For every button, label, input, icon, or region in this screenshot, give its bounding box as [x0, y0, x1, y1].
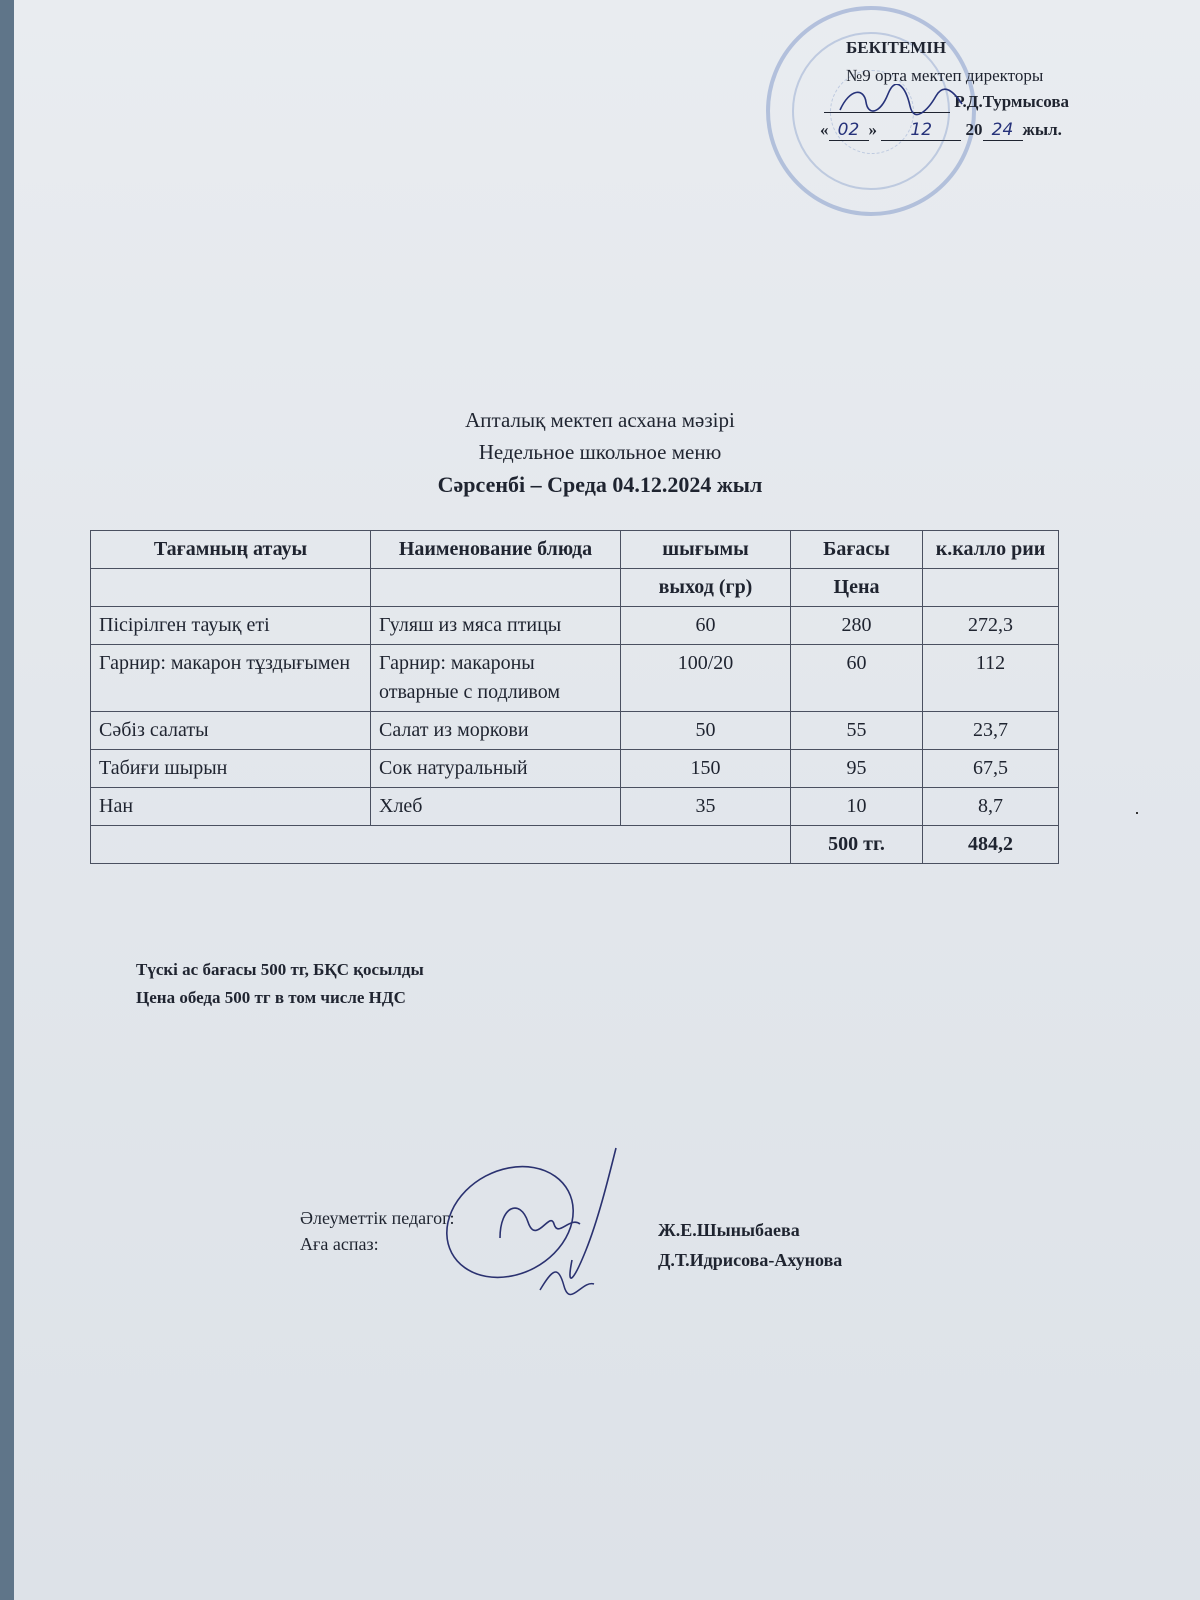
- dish-yield: 60: [621, 607, 791, 645]
- menu-title-ru: Недельное школьное меню: [478, 440, 722, 464]
- approver-name: Р.Д.Турмысова: [954, 92, 1070, 111]
- dish-name-kz: Сәбіз салаты: [91, 712, 371, 750]
- header-yield: шығымы: [621, 531, 791, 569]
- dish-price: 280: [791, 607, 923, 645]
- dish-name-ru: Салат из моркови: [371, 712, 621, 750]
- dish-yield: 150: [621, 750, 791, 788]
- dish-kcal: 112: [923, 645, 1059, 712]
- header-price: Бағасы: [791, 531, 923, 569]
- date-word: жыл.: [1022, 120, 1062, 139]
- header-kcal: к.калло рии: [923, 531, 1059, 569]
- dish-name-kz: Табиғи шырын: [91, 750, 371, 788]
- director-signature: [836, 84, 966, 118]
- dish-name-ru: Гуляш из мяса птицы: [371, 607, 621, 645]
- date-month: 12: [881, 120, 961, 141]
- dish-price: 10: [791, 788, 923, 826]
- table-row: [91, 750, 1059, 788]
- table-header-row: [91, 531, 1059, 569]
- dish-name-kz: Нан: [91, 788, 371, 826]
- table-subheader-row: [91, 569, 1059, 607]
- total-spacer: [91, 826, 791, 864]
- dish-price: 60: [791, 645, 923, 712]
- dish-name-ru: Гарнир: макароны отварные с подливом: [371, 645, 621, 712]
- header-name-kz: Тағамның атауы: [91, 531, 371, 569]
- subheader-price: Цена: [791, 569, 923, 607]
- subheader-cell: [923, 569, 1059, 607]
- approval-date-line: « 02 » 12 20 24 жыл.: [820, 120, 1062, 140]
- menu-day: Сәрсенбі – Среда 04.12.2024 жыл: [437, 472, 763, 497]
- role-social-pedagogue: Әлеуметтік педагог:: [300, 1208, 455, 1228]
- table-row: [91, 645, 1059, 712]
- table-total-row: [91, 826, 1059, 864]
- dish-kcal: 23,7: [923, 712, 1059, 750]
- total-price: 500 тг.: [791, 826, 923, 864]
- dish-price: 55: [791, 712, 923, 750]
- paper-speck: [1136, 812, 1138, 814]
- date-year-suffix: 24: [983, 120, 1023, 141]
- table-row: [91, 607, 1059, 645]
- approval-title: БЕКІТЕМІН: [846, 38, 947, 57]
- dish-name-ru: Сок натуральный: [371, 750, 621, 788]
- dish-yield: 35: [621, 788, 791, 826]
- subheader-cell: [91, 569, 371, 607]
- dish-kcal: 272,3: [923, 607, 1059, 645]
- total-kcal: 484,2: [923, 826, 1059, 864]
- header-name-ru: Наименование блюда: [371, 531, 621, 569]
- subheader-yield: выход (гр): [621, 569, 791, 607]
- menu-title-kz: Апталық мектеп асхана мәзірі: [465, 408, 735, 432]
- dish-name-kz: Пісірілген тауық еті: [91, 607, 371, 645]
- price-note-kz: Түскі ас бағасы 500 тг, БҚС қосылды: [136, 960, 424, 979]
- menu-table: [90, 530, 1059, 864]
- dish-name-kz: Гарнир: макарон тұздығымен: [91, 645, 371, 712]
- subheader-cell: [371, 569, 621, 607]
- dish-kcal: 8,7: [923, 788, 1059, 826]
- role-head-cook: Аға аспаз:: [300, 1234, 379, 1254]
- dish-price: 95: [791, 750, 923, 788]
- date-year-prefix: 20: [965, 120, 983, 139]
- name-head-cook: Д.Т.Идрисова-Ахунова: [658, 1250, 843, 1270]
- table-row: [91, 712, 1059, 750]
- name-social-pedagogue: Ж.Е.Шыныбаева: [658, 1220, 800, 1240]
- date-day: 02: [829, 120, 869, 141]
- dish-yield: 50: [621, 712, 791, 750]
- price-note-ru: Цена обеда 500 тг в том числе НДС: [136, 988, 406, 1007]
- table-row: [91, 788, 1059, 826]
- dish-yield: 100/20: [621, 645, 791, 712]
- dish-name-ru: Хлеб: [371, 788, 621, 826]
- dish-kcal: 67,5: [923, 750, 1059, 788]
- approval-director-line: №9 орта мектеп директоры: [846, 66, 1044, 85]
- handwritten-signature: [440, 1140, 630, 1300]
